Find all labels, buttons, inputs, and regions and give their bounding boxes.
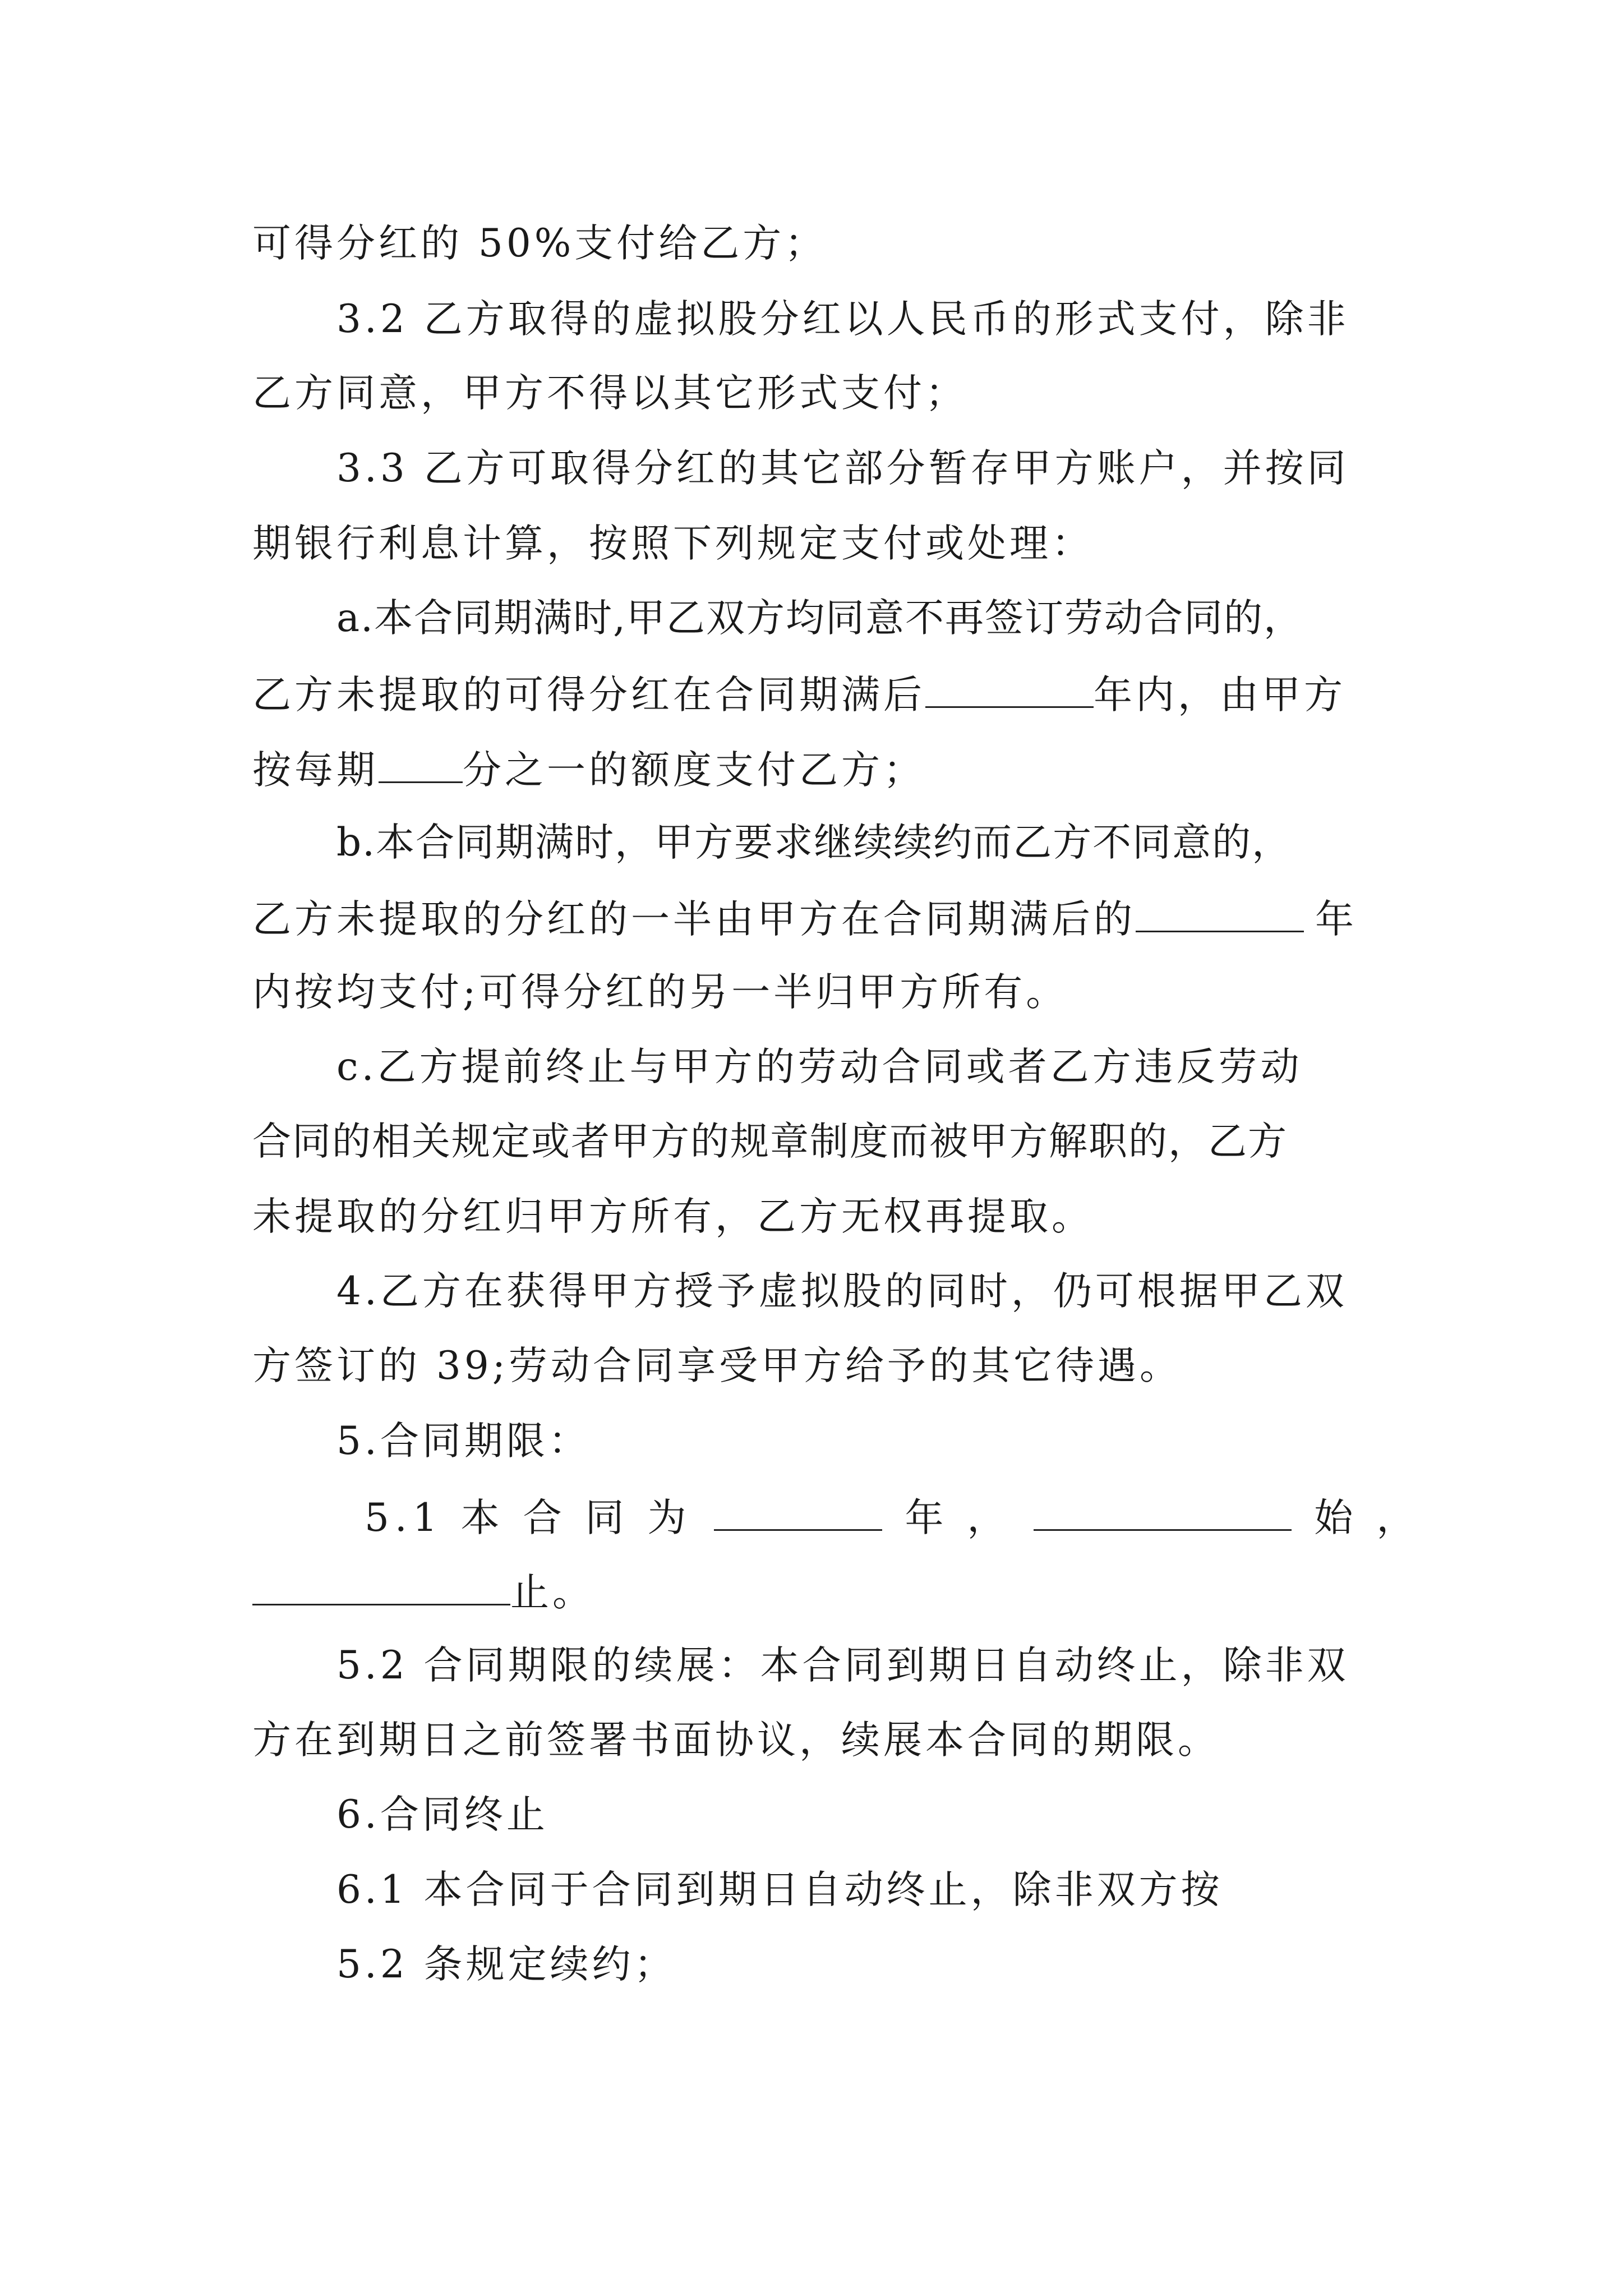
text-segment: 6.合同终止 [336, 1792, 548, 1837]
text-line [252, 1718, 1402, 1763]
text-segment: 止。 [510, 1570, 594, 1615]
text-segment: 分之一的额度支付乙方； [463, 748, 925, 793]
text-segment: 6.1 本合同于合同到期日自动终止，除非双方按 [336, 1867, 1223, 1912]
text-line [252, 371, 1402, 416]
text-line [336, 596, 1486, 641]
text-segment: 5.1 本 合 同 为 [365, 1496, 692, 1540]
text-segment: 5.2 合同期限的续展：本合同到期日自动终止，除非双 [336, 1643, 1349, 1688]
text-line [252, 674, 1402, 715]
text-line [252, 897, 1402, 942]
text-line [252, 748, 1402, 793]
text-line [365, 1497, 1514, 1538]
text-line [336, 1419, 1486, 1464]
text-segment: 乙方未提取的可得分红在合同期满后 [252, 673, 925, 717]
text-line [252, 521, 1402, 566]
text-line [336, 1643, 1486, 1688]
text-segment: 合同的相关规定或者甲方的规章制度而被甲方解职的，乙方 [252, 1119, 1288, 1164]
text-line [336, 297, 1486, 342]
text-line [336, 1045, 1486, 1089]
text-segment: 年 ， [905, 1496, 1012, 1540]
text-line [336, 446, 1486, 491]
fill-in-blank [925, 674, 1094, 708]
text-line [252, 970, 1402, 1015]
text-segment: 5.合同期限： [336, 1419, 591, 1464]
fill-in-blank [714, 1497, 882, 1531]
text-segment: 方在到期日之前签署书面协议，续展本合同的期限。 [252, 1718, 1220, 1763]
text-line [252, 1119, 1402, 1164]
fill-in-blank [379, 749, 463, 783]
text-segment: 3.2 乙方取得的虚拟股分红以人民币的形式支付，除非 [336, 297, 1349, 342]
text-segment: 乙方同意，甲方不得以其它形式支付； [252, 371, 967, 416]
text-line [336, 1867, 1486, 1912]
text-segment: 乙方未提取的分红的一半由甲方在合同期满后的 [252, 897, 1136, 942]
fill-in-blank [1136, 898, 1304, 932]
text-segment: 内按均支付;可得分红的另一半归甲方所有。 [252, 970, 1068, 1015]
text-segment: 方签订的 39;劳动合同享受甲方给予的其它待遇。 [252, 1343, 1182, 1388]
text-segment: 5.2 条规定续约； [336, 1942, 676, 1987]
text-segment: 未提取的分红归甲方所有，乙方无权再提取。 [252, 1194, 1094, 1239]
text-segment: 可得分红的 50%支付给乙方； [252, 221, 827, 266]
text-line [252, 1194, 1402, 1239]
text-segment: 3.3 乙方可取得分红的其它部分暂存甲方账户，并按同 [336, 446, 1349, 491]
text-segment: a.本合同期满时,甲乙双方均同意不再签订劳动合同的， [336, 596, 1304, 641]
text-segment: 期银行利息计算，按照下列规定支付或处理： [252, 521, 1094, 566]
text-line [336, 1792, 1486, 1837]
text-segment: 按每期 [252, 748, 379, 793]
fill-in-blank [1034, 1497, 1292, 1531]
text-segment: 4.乙方在获得甲方授予虚拟股的同时，仍可根据甲乙双 [336, 1269, 1348, 1314]
text-segment: 年内，由甲方 [1094, 673, 1346, 717]
text-segment: b.本合同期满时，甲方要求继续续约而乙方不同意的， [336, 820, 1292, 865]
text-segment: 始 ， [1314, 1496, 1421, 1540]
text-segment: 年 [1315, 897, 1357, 942]
text-line [252, 1343, 1402, 1388]
fill-in-blank [252, 1571, 510, 1605]
text-line [336, 1269, 1486, 1314]
text-line [252, 1570, 1402, 1615]
text-line [252, 221, 1402, 266]
text-line [336, 1942, 1486, 1987]
text-line [336, 820, 1486, 865]
text-segment: c.乙方提前终止与甲方的劳动合同或者乙方违反劳动 [336, 1045, 1303, 1089]
